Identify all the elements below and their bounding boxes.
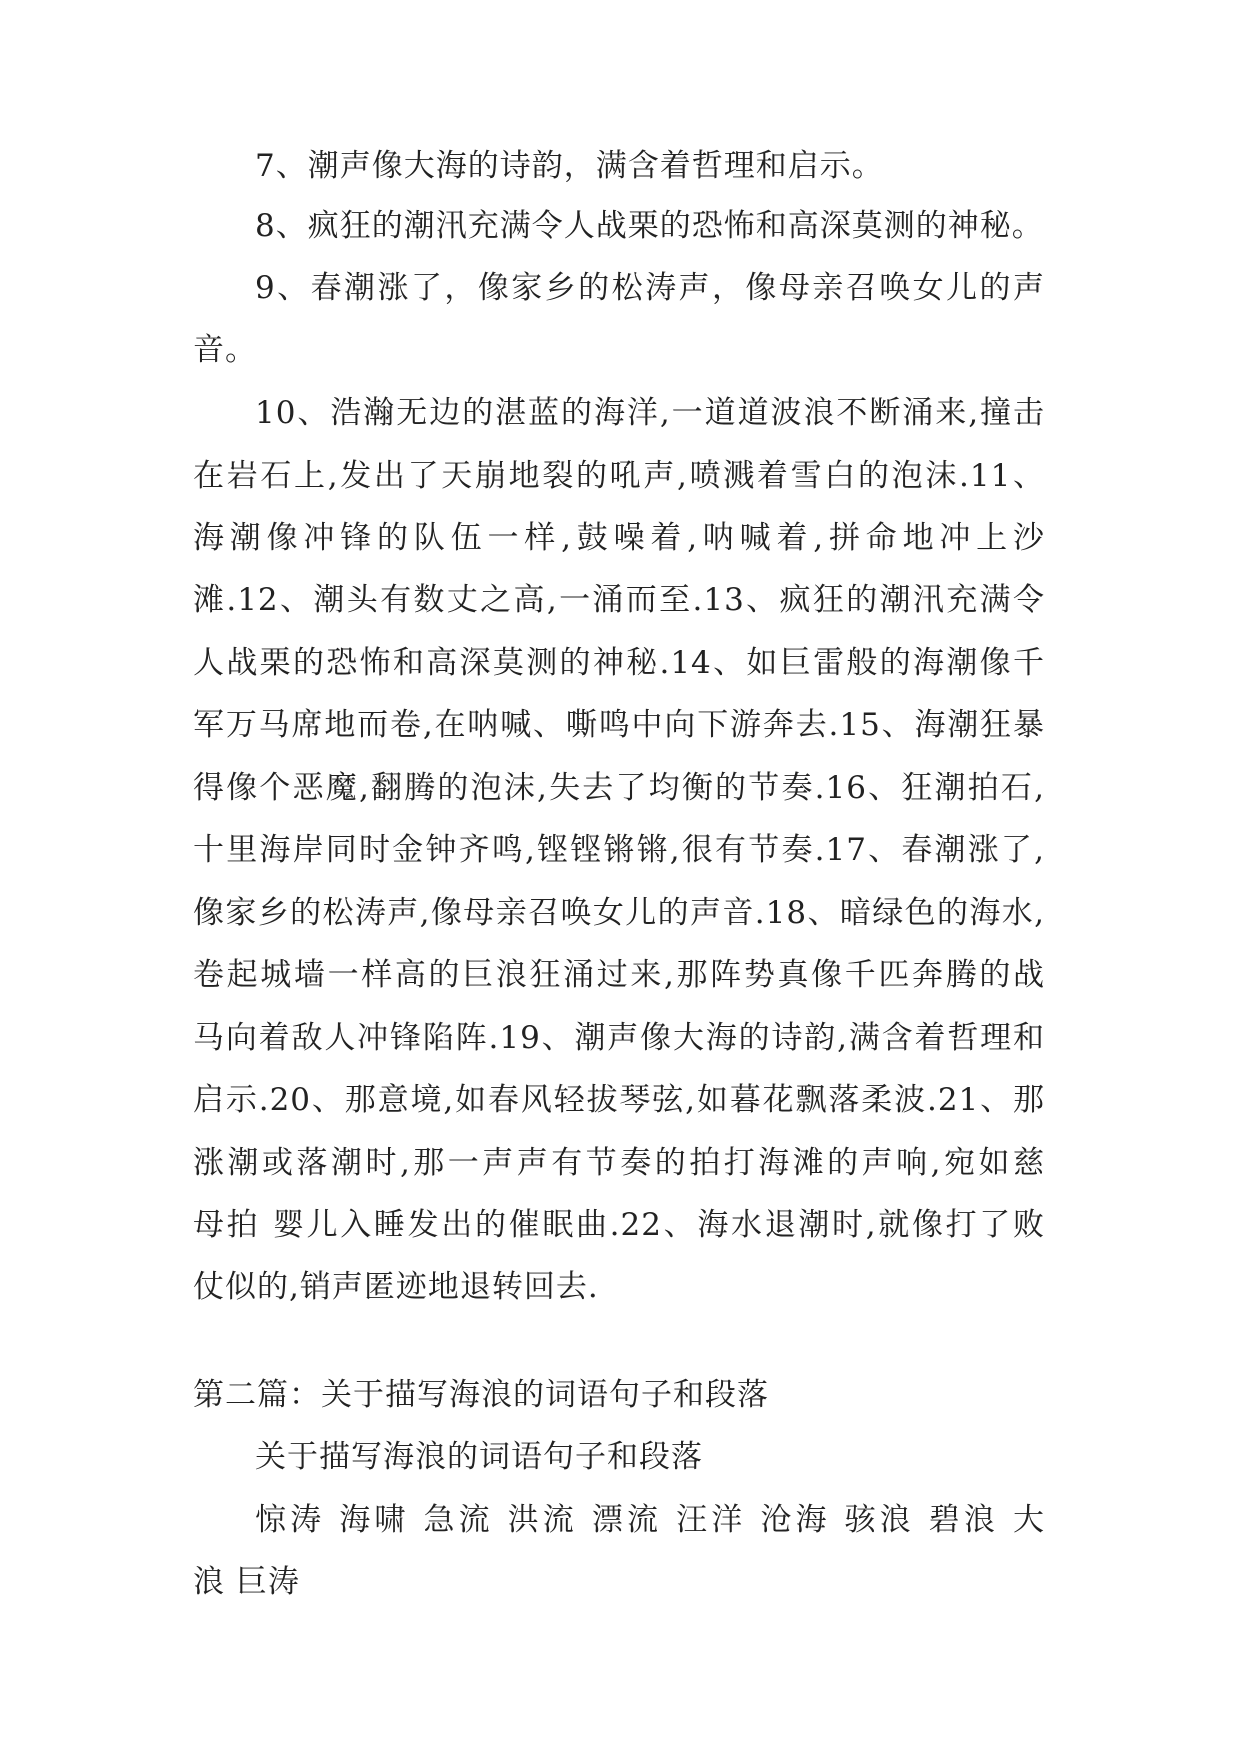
section-heading: 第二篇：关于描写海浪的词语句子和段落 bbox=[193, 1377, 769, 1413]
sentence-7: 7、潮声像大海的诗韵，满含着哲理和启示。 bbox=[255, 148, 884, 184]
paragraph-line: 得像个恶魔,翻腾的泡沫,失去了均衡的节奏.16、狂潮拍石, bbox=[193, 770, 1045, 806]
paragraph-line: 人战栗的恐怖和高深莫测的神秘.14、如巨雷般的海潮像千 bbox=[193, 645, 1045, 681]
paragraph-line: 滩.12、潮头有数丈之高,一涌而至.13、疯狂的潮汛充满令 bbox=[193, 582, 1045, 618]
sentence-9-line-1: 9、春潮涨了，像家乡的松涛声，像母亲召唤女儿的声 bbox=[255, 270, 1045, 306]
word-list-line-1: 惊涛 海啸 急流 洪流 漂流 汪洋 沧海 骇浪 碧浪 大 bbox=[255, 1502, 1045, 1538]
paragraph-line: 像家乡的松涛声,像母亲召唤女儿的声音.18、暗绿色的海水, bbox=[193, 895, 1045, 931]
paragraph-line: 启示.20、那意境,如春风轻拔琴弦,如暮花飘落柔波.21、那 bbox=[193, 1082, 1045, 1118]
paragraph-line: 马向着敌人冲锋陷阵.19、潮声像大海的诗韵,满含着哲理和 bbox=[193, 1020, 1045, 1056]
sentence-8: 8、疯狂的潮汛充满令人战栗的恐怖和高深莫测的神秘。 bbox=[255, 208, 1044, 244]
paragraph-line: 涨潮或落潮时,那一声声有节奏的拍打海滩的声响,宛如慈 bbox=[193, 1145, 1045, 1181]
paragraph-line: 海潮像冲锋的队伍一样,鼓噪着,呐喊着,拼命地冲上沙 bbox=[193, 520, 1045, 556]
paragraph-line: 10、浩瀚无边的湛蓝的海洋,一道道波浪不断涌来,撞击 bbox=[255, 395, 1045, 431]
paragraph-line: 在岩石上,发出了天崩地裂的吼声,喷溅着雪白的泡沫.11、 bbox=[193, 458, 1045, 494]
paragraph-line: 军万马席地而卷,在呐喊、嘶鸣中向下游奔去.15、海潮狂暴 bbox=[193, 707, 1045, 743]
paragraph-line: 母拍 婴儿入睡发出的催眠曲.22、海水退潮时,就像打了败 bbox=[193, 1207, 1045, 1243]
paragraph-line: 十里海岸同时金钟齐鸣,铿铿锵锵,很有节奏.17、春潮涨了, bbox=[193, 832, 1045, 868]
paragraph-line: 卷起城墙一样高的巨浪狂涌过来,那阵势真像千匹奔腾的战 bbox=[193, 957, 1045, 993]
section-subtitle: 关于描写海浪的词语句子和段落 bbox=[255, 1439, 703, 1475]
sentence-9-line-2: 音。 bbox=[193, 332, 257, 368]
word-list-line-2: 浪 巨涛 bbox=[193, 1564, 300, 1600]
paragraph-line: 仗似的,销声匿迹地退转回去. bbox=[193, 1269, 599, 1305]
